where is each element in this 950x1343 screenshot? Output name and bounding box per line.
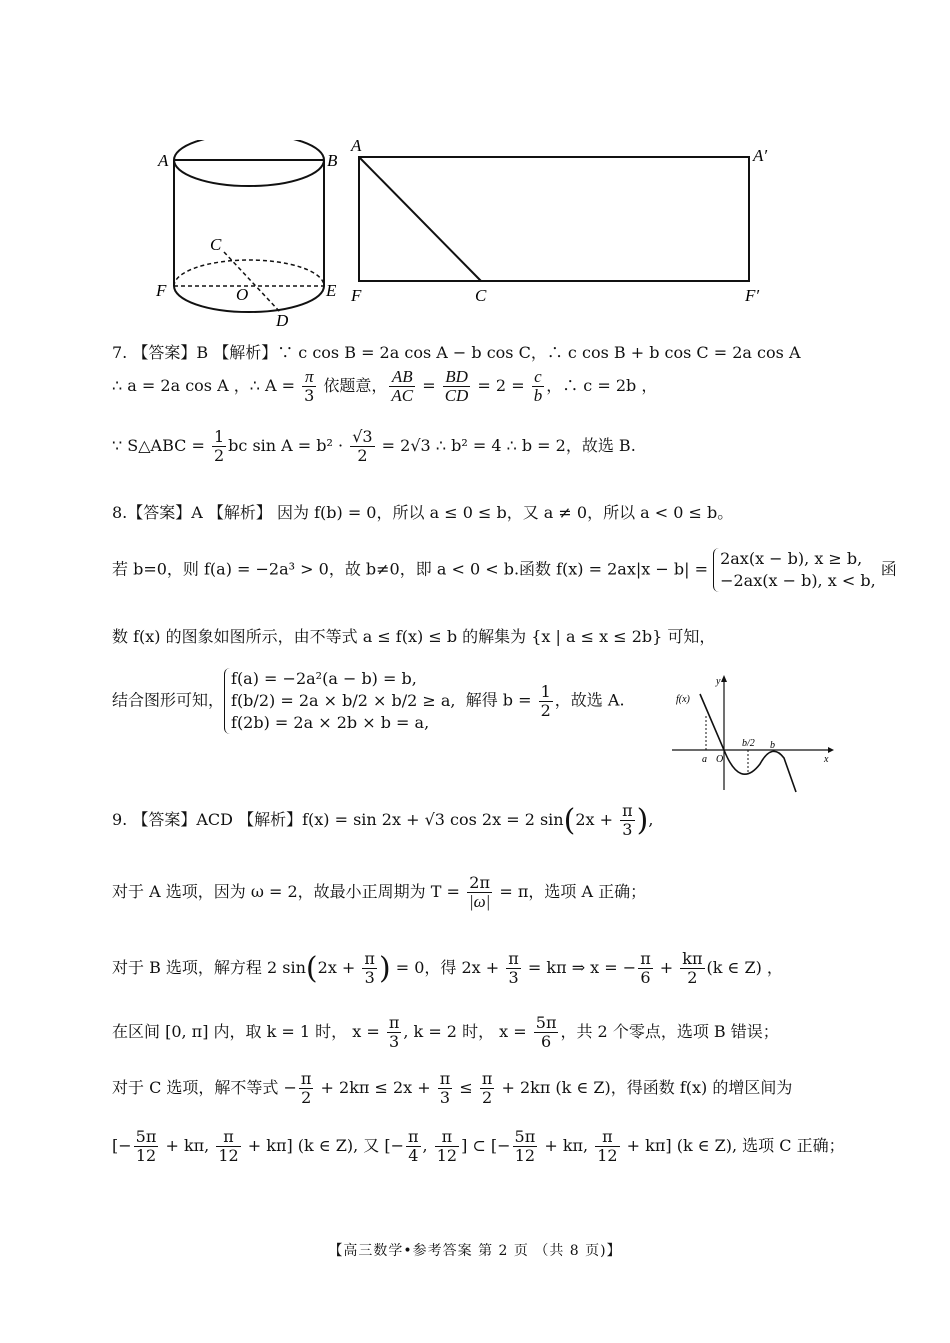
q8-text3: 数 f(x) 的图象如图所示，由不等式 a ≤ f(x) ≤ b 的解集为 {x | a ≤ x ≤ 2b} 可知，	[112, 627, 716, 646]
q9-frac-pi-3: $\frac{\pi}{3}$	[622, 801, 633, 839]
label-F-prime: F′	[745, 286, 760, 305]
graph-label-b2: b/2	[742, 738, 755, 749]
graph-label-y: y	[716, 676, 721, 687]
label-E: E	[326, 281, 337, 300]
q7-frac-bd-cd: $\frac{BD}{CD}$	[444, 367, 469, 405]
q7-line1	[112, 340, 801, 363]
q8-text2a: 若 b=0，则 f(a) = −2a³ > 0，故 b≠0，即 a < 0 < b.函数 f(x) = 2ax|x − b| =	[112, 559, 714, 579]
q8-line3	[112, 624, 715, 647]
q9-line6: [− $\frac{5\pi}{12}$ + kπ, $\frac{\pi}{12}$ + kπ] (k ∈ Z), 又 [− $\frac{\pi}{4}$ , $\frac{\pi}{12}$ ] ⊂ [− $\frac{5\pi}{12}$ + kπ, $\frac{\pi}{12}$ + kπ] (k ∈ Z), 选项 C 正确；	[112, 1127, 845, 1165]
q9-frac-2pi-omega: $\frac{2\pi}{|\omega|}$	[468, 873, 491, 911]
q8-text1: 8.【答案】A 【解析】 因为 f(b) = 0，所以 a ≤ 0 ≤ b，又 a ≠ 0，所以 a < 0 ≤ b。	[112, 503, 734, 522]
label-O: O	[236, 285, 249, 304]
graph-label-O: O	[716, 754, 724, 765]
q7-frac-c-b: $\frac{c}{b}$	[533, 367, 543, 405]
q9-text1a: 9. 【答案】ACD 【解析】f(x) = sin 2x + √3 cos 2x = 2 sin	[112, 810, 564, 829]
q9-text2b: = π，选项 A 正确；	[494, 882, 647, 901]
cylinder-figure	[150, 140, 360, 330]
q9-text5d: + 2kπ (k ∈ Z)，得函数 f(x) 的增区间为	[496, 1078, 793, 1097]
label-B: B	[327, 151, 338, 170]
q7-text3a: ∵ S△ABC =	[112, 436, 210, 455]
q7-frac-pi-3: $\frac{\pi}{3}$	[304, 367, 315, 405]
q7-frac-half: $\frac{1}{2}$	[213, 427, 225, 465]
q8-line4	[112, 668, 625, 734]
q8-text2b: 函	[880, 559, 897, 579]
q7-text3b: bc sin A = b² ·	[228, 436, 349, 455]
q9-text4a: 在区间 [0, π] 内，取 k = 1 时， x =	[112, 1022, 385, 1041]
q7-frac-ab-ac: $\frac{AB}{AC}$	[391, 367, 414, 405]
label-D: D	[276, 311, 289, 330]
q9-line5: 对于 C 选项，解不等式 − $\frac{\pi}{2}$ + 2kπ ≤ 2x + $\frac{\pi}{3}$ ≤ $\frac{\pi}{2}$ + 2kπ (k ∈ Z)，得函数 f(x) 的增区间为	[112, 1069, 793, 1107]
q7-line2: ∴ a = 2a cos A ，∴ A = $\frac{\pi}{3}$ 依题意， $\frac{AB}{AC}$ = $\frac{BD}{CD}$ = 2 = $\frac{c}{b}$ ，∴ c = 2b ，	[112, 367, 658, 405]
q9-text2a: 对于 A 选项，因为 ω = 2，故最小正周期为 T =	[112, 882, 465, 901]
q9-text3a: 对于 B 选项，解方程 2 sin	[112, 958, 306, 977]
q9-text5a: 对于 C 选项，解不等式 −	[112, 1078, 297, 1097]
function-graph	[668, 672, 838, 797]
label-A: A	[158, 151, 169, 170]
graph-label-x: x	[824, 754, 829, 765]
graph-label-fx: f(x)	[676, 694, 690, 705]
q8-frac-half: $\frac{1}{2}$	[540, 681, 551, 720]
q9-line2	[112, 874, 646, 911]
label-A-prime: A′	[753, 146, 768, 165]
q8-line2	[112, 548, 897, 592]
q9-line4: 在区间 [0, π] 内，取 k = 1 时， x = $\frac{\pi}{3}$ , k = 2 时， x = $\frac{5\pi}{6}$ ，共 2 个零点，选项 B 错误；	[112, 1013, 779, 1051]
q8-text4c: ，故选 A.	[554, 690, 625, 710]
label-F: F	[156, 281, 167, 300]
label-C: C	[475, 286, 487, 305]
q8-text4a: 结合图形可知，	[112, 690, 225, 710]
label-F: F	[351, 286, 362, 305]
q8-text4b: 解得 b =	[465, 690, 537, 710]
rectangle-figure	[345, 135, 785, 310]
page-footer: 【高三数学•参考答案 第 2 页 （共 8 页)】	[328, 1243, 622, 1259]
q8-line1	[112, 500, 733, 523]
label-A: A	[351, 136, 362, 155]
q9-line1: 9. 【答案】ACD 【解析】f(x) = sin 2x + √3 cos 2x = 2 sin(2x + $\frac{\pi}{3}$ ),	[112, 801, 654, 839]
q7-text2a: ∴ a = 2a cos A ，∴ A =	[112, 376, 301, 395]
label-C: C	[210, 235, 222, 254]
q9-line3: 对于 B 选项，解方程 2 sin(2x + $\frac{\pi}{3}$ ) = 0，得 2x + $\frac{\pi}{3}$ = kπ ⇒ x = − $\frac{\pi}{6}$ + $\frac{k\pi}{2}$ (k ∈ Z) ，	[112, 949, 783, 987]
graph-label-a: a	[702, 754, 707, 765]
q7-line3	[112, 428, 636, 465]
q9-text4c: ，共 2 个零点，选项 B 错误；	[560, 1022, 779, 1041]
q7-text3c: = 2√3 ∴ b² = 4 ∴ b = 2，故选 B.	[376, 436, 636, 455]
q7-text2b: 依题意，	[318, 376, 388, 395]
q7-text2c: ，∴ c = 2b ，	[546, 376, 658, 395]
q7-text1: 7. 【答案】B 【解析】∵ c cos B = 2a cos A − b cos C，∴ c cos B + b cos C = 2a cos A	[112, 343, 801, 362]
q8-system: f(a) = −2a²(a − b) = b, f(b/2) = 2a × b/2 × b/2 ≥ a, f(2b) = 2a × 2b × b = a,	[224, 668, 456, 734]
graph-label-b: b	[770, 740, 775, 751]
q8-piecewise: 2ax(x − b), x ≥ b, −2ax(x − b), x < b,	[713, 548, 876, 592]
q7-frac-sqrt3-2: $\frac{√3}{2}$	[352, 427, 373, 465]
